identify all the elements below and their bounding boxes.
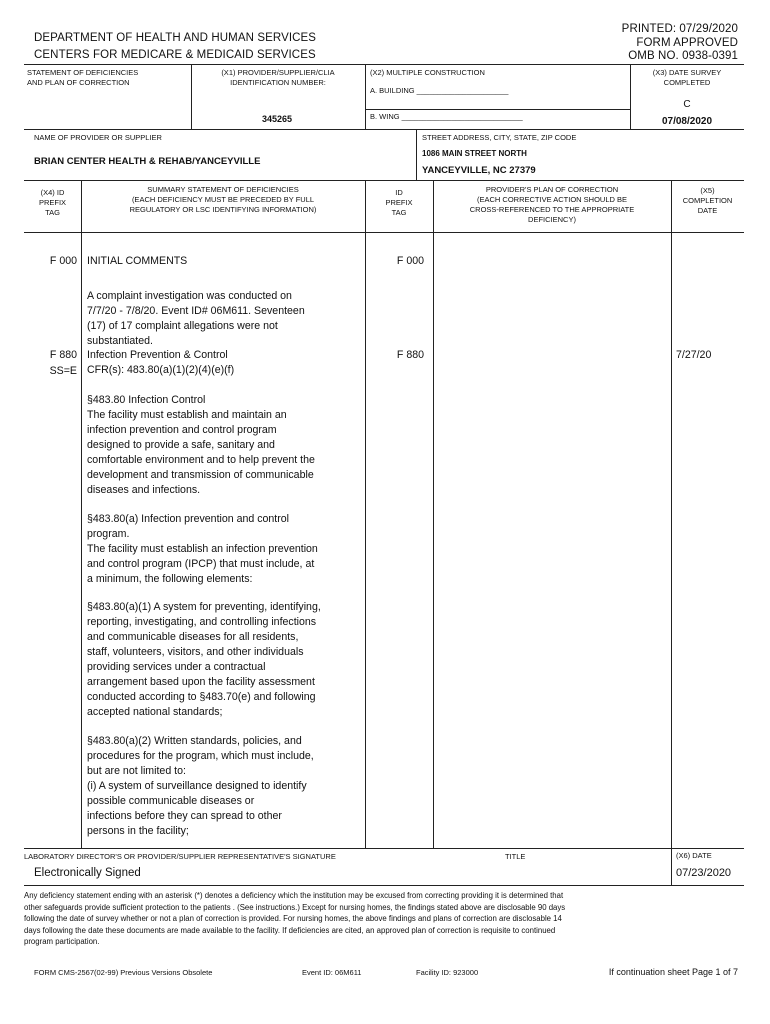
- plan-header-4: DEFICIENCY): [528, 215, 576, 224]
- x3-label-1: (X3) DATE SURVEY: [652, 68, 722, 77]
- complaint-paragraph: A complaint investigation was conducted on 7/7/20 - 7/8/20. Event ID# 06M611. Seventeen (17) of 17 complaint allegations were not substantiated.: [87, 290, 305, 347]
- form-approved: FORM APPROVED: [636, 37, 738, 49]
- footer-event-id: Event ID: 06M611: [302, 968, 362, 977]
- disclaimer-text: Any deficiency statement ending with an asterisk (*) denotes a deficiency which the institution may be excused from correcting providing it is determined that other safeguards provide sufficient protection to the patients . (See instructions.) Except for nursing homes, the findings stated above are disclosable 90 days following the date of survey whether or not a plan of correction is provided. For nursing homes, the above findings and plans of correction are disclosable 14 days following the date these documents are made available to the facility. If deficiencies are cited, an approved plan of correction is requisite to continued program participation.: [24, 891, 566, 947]
- signature-label: LABORATORY DIRECTOR'S OR PROVIDER/SUPPLIER REPRESENTATIVE'S SIGNATURE: [24, 852, 336, 861]
- id-header-2: PREFIX: [385, 198, 413, 207]
- tag-f000: F 000: [49, 255, 77, 267]
- x2-label: (X2) MULTIPLE CONSTRUCTION: [370, 68, 485, 77]
- footer-facility-id: Facility ID: 923000: [416, 968, 479, 977]
- city-state-zip: YANCEYVILLE, NC 27379: [422, 165, 536, 176]
- rule-id-bottom: [24, 129, 744, 130]
- x1-label-2: IDENTIFICATION NUMBER:: [230, 78, 326, 87]
- rule-v-address: [416, 129, 417, 180]
- scope-severity: SS=E: [49, 365, 77, 377]
- initial-comments-heading: INITIAL COMMENTS: [87, 255, 188, 267]
- page-indicator: If continuation sheet Page 1 of 7: [608, 967, 738, 977]
- statement-label-2: AND PLAN OF CORRECTION: [27, 78, 130, 87]
- x4-header-3: TAG: [45, 208, 60, 217]
- wing-label: B. WING _____________________________: [370, 112, 523, 121]
- agency-line-1: DEPARTMENT OF HEALTH AND HUMAN SERVICES: [34, 32, 317, 44]
- rule-col-2: [365, 180, 366, 848]
- omb-number: OMB NO. 0938-0391: [628, 50, 738, 62]
- id-header-1: ID: [395, 188, 403, 197]
- rule-sig-v: [671, 848, 672, 885]
- rule-col-1: [81, 180, 82, 848]
- x5-header-1: (X5): [700, 186, 715, 195]
- rule-v2: [365, 64, 366, 129]
- x3-letter: C: [683, 99, 691, 110]
- x5-header-3: DATE: [697, 206, 718, 215]
- statement-label-1: STATEMENT OF DEFICIENCIES: [27, 68, 139, 77]
- rule-wing-top: [365, 109, 630, 110]
- plan-header-1: PROVIDER'S PLAN OF CORRECTION: [485, 185, 619, 194]
- x3-label-2: COMPLETED: [663, 78, 711, 87]
- x4-header-1: (X4) ID: [40, 188, 65, 197]
- electronic-signature: Electronically Signed: [34, 867, 141, 879]
- x5-header-2: COMPLETION: [682, 196, 733, 205]
- signature-date: 07/23/2020: [676, 867, 732, 879]
- x1-label-1: (X1) PROVIDER/SUPPLIER/CLIA: [221, 68, 335, 77]
- title-label: TITLE: [505, 852, 526, 861]
- printed-date: PRINTED: 07/29/2020: [621, 23, 738, 35]
- summary-header-1: SUMMARY STATEMENT OF DEFICIENCIES: [147, 185, 299, 194]
- form-number: FORM CMS-2567(02-99) Previous Versions Obsolete: [34, 968, 213, 977]
- rule-col-3: [433, 180, 434, 848]
- tag-f880-right: F 880: [396, 349, 424, 361]
- f880-heading: Infection Prevention & Control: [87, 349, 228, 361]
- paragraph-483-80: §483.80 Infection Control The facility must establish and maintain an infection prevention and control program designed to provide a safe, sanitary and comfortable environment and to help prevent the development and transmission of communicable diseases and infections.: [87, 394, 315, 496]
- provider-name-label: NAME OF PROVIDER OR SUPPLIER: [34, 133, 162, 142]
- completion-date-f880: 7/27/20: [676, 349, 712, 361]
- rule-top: [24, 64, 744, 65]
- address-label: STREET ADDRESS, CITY, STATE, ZIP CODE: [422, 133, 577, 142]
- street-address: 1086 MAIN STREET NORTH: [422, 149, 527, 158]
- rule-colhdr-bottom: [24, 232, 744, 233]
- rule-signature-bottom: [24, 885, 744, 886]
- rule-provider-bottom: [24, 180, 744, 181]
- x6-date-label: (X6) DATE: [676, 851, 712, 860]
- agency-line-2: CENTERS FOR MEDICARE & MEDICAID SERVICES: [34, 49, 316, 61]
- paragraph-483-80-a1: §483.80(a)(1) A system for preventing, identifying, reporting, investigating, and controlling infections and communicable diseases for all residents, staff, volunteers, visitors, and other individuals providing services under a contractual arrangement based upon the facility assessment conducted according to §483.70(e) and following accepted national standards;: [87, 601, 321, 718]
- plan-header-2: (EACH CORRECTIVE ACTION SHOULD BE: [476, 195, 628, 204]
- summary-header-3: REGULATORY OR LSC IDENTIFYING INFORMATION): [129, 205, 317, 214]
- provider-name: BRIAN CENTER HEALTH & REHAB/YANCEYVILLE: [34, 156, 261, 167]
- plan-header-3: CROSS-REFERENCED TO THE APPROPRIATE: [469, 205, 635, 214]
- summary-header-2: (EACH DEFICIENCY MUST BE PRECEDED BY FULL: [131, 195, 315, 204]
- paragraph-483-80-a2: §483.80(a)(2) Written standards, policies, and procedures for the program, which must include, but are not limited to: (i) A system of surveillance designed to identify possible communicable diseases or infections before they can spread to other persons in the facility;: [87, 735, 314, 837]
- rule-col-4: [671, 180, 672, 848]
- paragraph-483-80-a: §483.80(a) Infection prevention and control program. The facility must establish an infection prevention and control program (IPCP) that must include, at a minimum, the following elements:: [87, 513, 318, 585]
- tag-f000-right: F 000: [396, 255, 424, 267]
- building-label: A. BUILDING ______________________: [370, 86, 509, 95]
- x4-header-2: PREFIX: [38, 198, 67, 207]
- rule-body-bottom: [24, 848, 744, 849]
- survey-completed-date: 07/08/2020: [661, 116, 713, 127]
- tag-f880: F 880: [49, 349, 77, 361]
- f880-cfr: CFR(s): 483.80(a)(1)(2)(4)(e)(f): [87, 364, 235, 376]
- id-header-3: TAG: [391, 208, 407, 217]
- provider-id-number: 345265: [262, 114, 293, 124]
